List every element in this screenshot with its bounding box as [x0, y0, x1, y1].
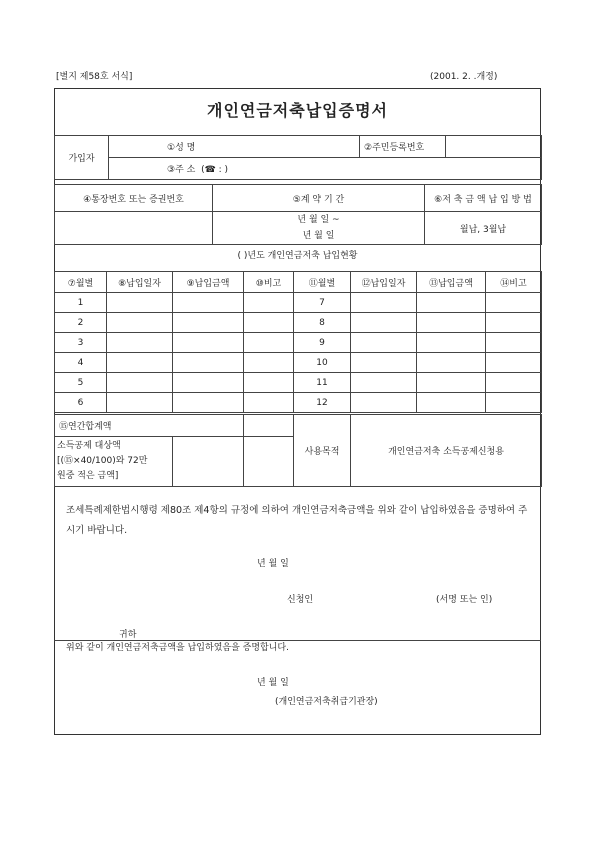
issuer-label: (개인연금저축취급기관장)	[275, 697, 378, 707]
note-cell[interactable]	[244, 393, 294, 413]
revision-date: (2001. 2. .개정)	[430, 72, 498, 82]
table-row	[55, 333, 542, 353]
amount-cell[interactable]	[173, 293, 244, 313]
payment-table	[54, 271, 542, 413]
table-row	[55, 373, 542, 393]
amount-cell[interactable]	[417, 393, 486, 413]
amount-cell[interactable]	[173, 353, 244, 373]
amount-cell[interactable]	[173, 313, 244, 333]
month-cell: 12	[294, 393, 351, 413]
month-cell: 5	[55, 373, 107, 393]
date-cell[interactable]	[351, 313, 417, 333]
deduction-label-line-1: 소득공제 대상액	[57, 441, 121, 451]
deduction-amount-field[interactable]	[173, 437, 244, 487]
address-row[interactable]	[109, 158, 542, 180]
month-cell: 4	[55, 353, 107, 373]
month-cell: 6	[55, 393, 107, 413]
summary-table	[54, 414, 542, 487]
month-cell: 3	[55, 333, 107, 353]
period-field[interactable]	[213, 212, 425, 245]
signature-label[interactable]: (서명 또는 인)	[436, 595, 493, 605]
deduction-label	[55, 437, 173, 487]
date-cell[interactable]	[351, 333, 417, 353]
date-cell[interactable]	[107, 293, 173, 313]
bankbook-label: ④통장번호 또는 증권번호	[55, 185, 213, 212]
phone-label: (☎ : )	[201, 165, 229, 175]
table-row	[55, 393, 542, 413]
method-label: ⑥저 축 금 액 납 입 방 법	[425, 185, 542, 212]
bankbook-field[interactable]	[55, 212, 213, 245]
date-cell[interactable]	[351, 293, 417, 313]
month-cell: 7	[294, 293, 351, 313]
amount-cell[interactable]	[417, 313, 486, 333]
date-cell[interactable]	[107, 353, 173, 373]
certification-date: 년 월 일	[257, 678, 289, 688]
month-cell: 2	[55, 313, 107, 333]
amount-cell[interactable]	[417, 333, 486, 353]
deduction-note-field[interactable]	[244, 437, 294, 487]
month-cell: 1	[55, 293, 107, 313]
header-month-right: ⑪월별	[294, 272, 351, 293]
date-cell[interactable]	[351, 373, 417, 393]
annual-total-label: ⑮연간합계액	[55, 415, 244, 437]
note-cell[interactable]	[486, 373, 542, 393]
name-label: ①성 명	[109, 136, 360, 158]
annual-total-field[interactable]	[244, 415, 294, 437]
note-cell[interactable]	[244, 353, 294, 373]
date-cell[interactable]	[351, 353, 417, 373]
date-cell[interactable]	[351, 393, 417, 413]
date-cell[interactable]	[107, 373, 173, 393]
amount-cell[interactable]	[417, 373, 486, 393]
method-value: 월납, 3월납	[425, 212, 542, 245]
addressee: 귀하	[119, 630, 137, 640]
form-number: [별지 제58호 서식]	[56, 72, 133, 82]
header-month-left: ⑦월별	[55, 272, 107, 293]
header-amount-left: ⑨납입금액	[173, 272, 244, 293]
table-row	[55, 353, 542, 373]
header-note-right: ⑭비고	[486, 272, 542, 293]
month-cell: 8	[294, 313, 351, 333]
note-cell[interactable]	[244, 333, 294, 353]
month-cell: 10	[294, 353, 351, 373]
note-cell[interactable]	[486, 333, 542, 353]
status-title: ( )년도 개인연금저축 납입현황	[237, 251, 358, 261]
request-text: 조세특례제한법시행령 제80조 제4항의 규정에 의하여 개인연금저축금액을 위와 같이 납입하였음을 증명하여 주시기 바랍니다.	[66, 505, 528, 536]
subscriber-label: 가입자	[55, 136, 109, 180]
month-cell: 11	[294, 373, 351, 393]
note-cell[interactable]	[486, 353, 542, 373]
amount-cell[interactable]	[173, 393, 244, 413]
amount-cell[interactable]	[173, 333, 244, 353]
subscriber-table	[54, 135, 542, 180]
note-cell[interactable]	[244, 313, 294, 333]
date-cell[interactable]	[107, 313, 173, 333]
header-amount-right: ⑬납입금액	[417, 272, 486, 293]
purpose-value: 개인연금저축 소득공제신청용	[351, 415, 542, 487]
address-label: ③주 소	[167, 165, 196, 175]
note-cell[interactable]	[244, 373, 294, 393]
section-divider	[54, 640, 541, 641]
table-row	[55, 313, 542, 333]
period-start: 년 월 일 ~	[297, 215, 340, 225]
note-cell[interactable]	[486, 313, 542, 333]
month-cell: 9	[294, 333, 351, 353]
purpose-label: 사용목적	[294, 415, 351, 487]
date-cell[interactable]	[107, 333, 173, 353]
header-note-left: ⑩비고	[244, 272, 294, 293]
deduction-label-line-2: [(⑮×40/100)와 72만	[57, 456, 148, 466]
amount-cell[interactable]	[173, 373, 244, 393]
document-title: 개인연금저축납입증명서	[206, 101, 389, 120]
header-date-left: ⑧납입일자	[107, 272, 173, 293]
note-cell[interactable]	[244, 293, 294, 313]
request-date: 년 월 일	[257, 559, 289, 569]
period-end: 년 월 일	[302, 231, 335, 241]
date-cell[interactable]	[107, 393, 173, 413]
amount-cell[interactable]	[417, 293, 486, 313]
deduction-label-line-3: 원중 적은 금액]	[57, 471, 119, 481]
rrn-label: ②주민등록번호	[360, 136, 446, 158]
period-label: ⑤계 약 기 간	[213, 185, 425, 212]
rrn-field[interactable]	[446, 136, 542, 158]
note-cell[interactable]	[486, 293, 542, 313]
header-date-right: ⑫납입일자	[351, 272, 417, 293]
table-row	[55, 293, 542, 313]
note-cell[interactable]	[486, 393, 542, 413]
applicant-label: 신청인	[287, 595, 314, 605]
amount-cell[interactable]	[417, 353, 486, 373]
account-table	[54, 184, 542, 245]
certification-text: 위와 같이 개인연금저축금액을 납입하였음을 증명합니다.	[66, 643, 289, 653]
